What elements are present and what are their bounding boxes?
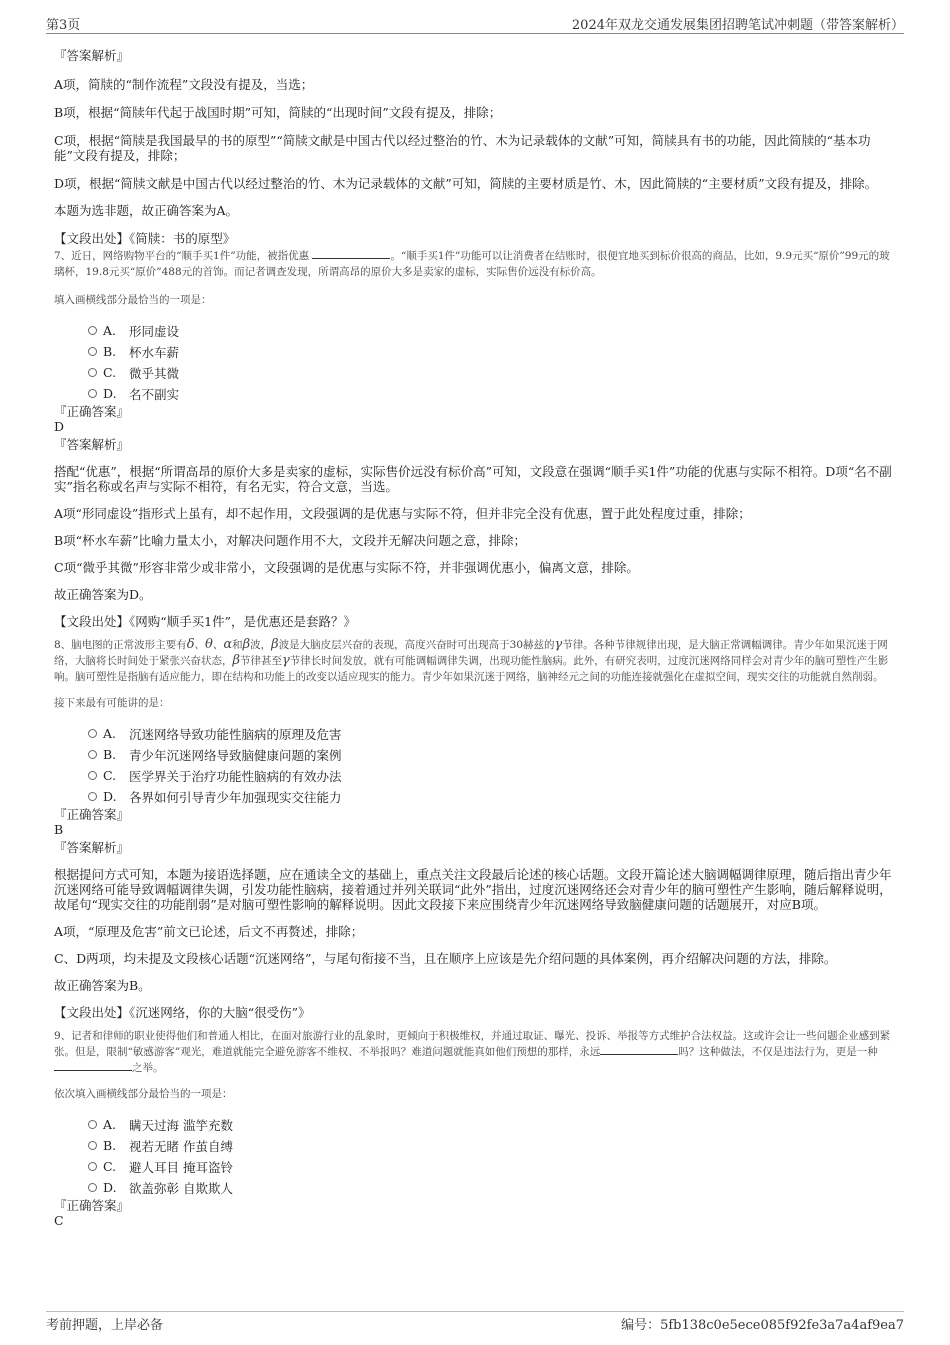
radio-icon[interactable]	[88, 347, 97, 356]
option-a[interactable]: A. 沉迷网络导致功能性脑病的原理及危害	[54, 723, 899, 744]
question-stem: 7、近日，网络购物平台的“顺手买1件”功能，被指优惠 。“顺手买1件”功能可以让消费者在结账时，很便宜地买到标价很高的商品，比如，9.9元买“原价”99元的玻璃杯，19.8元买“原价”488元的首饰。而记者调查发现，所谓高昂的原价大多是卖家的虚标，实际售价远没有标价高。	[54, 250, 890, 278]
option-c[interactable]: C. 医学界关于治疗功能性脑病的有效办法	[54, 765, 899, 786]
analysis-label: 『答案解析』	[54, 48, 130, 63]
radio-icon[interactable]	[88, 1141, 97, 1150]
analysis-paragraph: B项“杯水车薪”比喻力量太小，对解决问题作用不大，文段并无解决问题之意，排除；	[54, 533, 526, 548]
answer-label: 『正确答案』	[54, 1198, 130, 1213]
analysis-paragraph: 根据提问方式可知，本题为接语选择题，应在通读全文的基础上，重点关注文段最后论述的核心话题。文段开篇论述大脑调幅调律原理，随后指出青少年沉迷网络可能导致调幅调律失调，引发功能性脑病，接着通过并列关联词“此外”指出，过度沉迷网络还会对青少年的脑可塑性产生影响，随后解释说明，故尾句“现实交往的功能削弱”是对脑可塑性影响的解释说明。因此文段接下来应围绕青少年沉迷网络导致脑健康问题的话题展开，对应B项。	[54, 867, 892, 912]
analysis-label: 『答案解析』	[54, 437, 130, 452]
option-b[interactable]: B. 杯水车薪	[54, 341, 899, 362]
analysis-paragraph: D项，根据“简牍文献是中国古代以经过整治的竹、木为记录载体的文献”可知，简牍的主要材质是竹、木，因此简牍的“主要材质”文段有提及，排除。	[54, 176, 878, 191]
page-number: 第3页	[46, 18, 81, 33]
analysis-label: 『答案解析』	[54, 840, 130, 855]
correct-answer: C	[54, 1213, 64, 1228]
analysis-paragraph: C、D两项，均未提及文段核心话题“沉迷网络”，与尾句衔接不当，且在顺序上应该是先介绍问题的具体案例，再介绍解决问题的方法，排除。	[54, 951, 837, 966]
analysis-paragraph: A项，“原理及危害”前文已论述，后文不再赘述，排除；	[54, 924, 364, 939]
document-title: 2024年双龙交通发展集团招聘笔试冲刺题（带答案解析）	[571, 18, 904, 33]
analysis-paragraph: C项，根据“简牍是我国最早的书的原型”“简牍文献是中国古代以经过整治的竹、木为记录载体的文献”可知，简牍具有书的功能，因此简牍的“基本功能”文段有提及，排除；	[54, 133, 871, 163]
radio-icon[interactable]	[88, 1162, 97, 1171]
option-c[interactable]: C. 避人耳目 掩耳盗铃	[54, 1156, 899, 1177]
option-list	[54, 320, 899, 404]
radio-icon[interactable]	[88, 792, 97, 801]
page-header	[0, 0, 950, 34]
document-body	[54, 44, 899, 1228]
radio-icon[interactable]	[88, 771, 97, 780]
answer-label: 『正确答案』	[54, 807, 130, 822]
radio-icon[interactable]	[88, 729, 97, 738]
analysis-paragraph: A项，简牍的“制作流程”文段没有提及，当选；	[54, 77, 314, 92]
radio-icon[interactable]	[88, 389, 97, 398]
fill-blank	[54, 1060, 132, 1071]
radio-icon[interactable]	[88, 326, 97, 335]
radio-icon[interactable]	[88, 750, 97, 759]
source-citation: 【文段出处】《沉迷网络，你的大脑“很受伤”》	[54, 1005, 311, 1020]
source-citation: 【文段出处】《网购“顺手买1件”，是优惠还是套路？》	[54, 614, 356, 629]
option-d[interactable]: D. 各界如何引导青少年加强现实交往能力	[54, 786, 899, 807]
question-prompt: 填入画横线部分最恰当的一项是：	[54, 294, 212, 306]
option-a[interactable]: A. 形同虚设	[54, 320, 899, 341]
conclusion: 故正确答案为D。	[54, 587, 152, 602]
correct-answer: B	[54, 822, 64, 837]
radio-icon[interactable]	[88, 1183, 97, 1192]
option-d[interactable]: D. 名不副实	[54, 383, 899, 404]
header-divider	[46, 33, 904, 34]
option-d[interactable]: D. 欲盖弥彰 自欺欺人	[54, 1177, 899, 1198]
fill-blank	[600, 1044, 678, 1055]
footer-slogan: 考前押题，上岸必备	[46, 1318, 164, 1333]
analysis-paragraph: C项“微乎其微”形容非常少或非常小，文段强调的是优惠与实际不符，并非强调优惠小，偏离文意，排除。	[54, 560, 639, 575]
question-stem: 8、脑电图的正常波形主要有δ、θ、α和β波，β波是大脑皮层兴奋的表现，高度兴奋时可出现高于30赫兹的γ节律。各种节律规律出现，是大脑正常调幅调律。青少年如果沉迷于网络，大脑将长时间处于紧张兴奋状态，β节律甚至γ节律长时间发放，就有可能调幅调律失调，出现功能性脑病。此外，有研究表明，过度沉迷网络同样会对青少年的脑可塑性产生影响。脑可塑性是指脑有适应能力，即在结构和功能上的改变以适应现实的能力。青少年如果沉迷于网络，脑神经元之间的功能连接就强化在虚拟空间，现实交往的功能就自然削弱。	[54, 637, 889, 683]
analysis-paragraph: 搭配“优惠”，根据“所谓高昂的原价大多是卖家的虚标，实际售价远没有标价高”可知，文段意在强调“顺手买1件”功能的优惠与实际不相符。D项“名不副实”指名称或名声与实际不相符，有名无实，符合文意，当选。	[54, 464, 892, 494]
option-b[interactable]: B. 青少年沉迷网络导致脑健康问题的案例	[54, 744, 899, 765]
conclusion: 故正确答案为B。	[54, 978, 151, 993]
option-list	[54, 723, 899, 807]
option-b[interactable]: B. 视若无睹 作茧自缚	[54, 1135, 899, 1156]
option-list	[54, 1114, 899, 1198]
conclusion: 本题为选非题，故正确答案为A。	[54, 203, 239, 218]
analysis-paragraph: B项，根据“简牍年代起于战国时期”可知，简牍的“出现时间”文段有提及，排除；	[54, 105, 502, 120]
correct-answer: D	[54, 419, 65, 434]
radio-icon[interactable]	[88, 1120, 97, 1129]
question-prompt: 接下来最有可能讲的是：	[54, 697, 170, 709]
analysis-paragraph: A项“形同虚设”指形式上虽有，却不起作用，文段强调的是优惠与实际不符，但并非完全没有优惠，置于此处程度过重，排除；	[54, 506, 751, 521]
document-code: 编号：5fb138c0e5ece085f92fe3a7a4af9ea7	[621, 1318, 904, 1333]
option-a[interactable]: A. 瞒天过海 滥竽充数	[54, 1114, 899, 1135]
footer-divider	[46, 1311, 904, 1312]
question-prompt: 依次填入画横线部分最恰当的一项是：	[54, 1088, 233, 1100]
fill-blank	[312, 248, 390, 259]
answer-label: 『正确答案』	[54, 404, 130, 419]
option-c[interactable]: C. 微乎其微	[54, 362, 899, 383]
source-citation: 【文段出处】《简牍：书的原型》	[54, 231, 236, 246]
question-stem: 9、记者和律师的职业使得他们和普通人相比，在面对旅游行业的乱象时，更倾向于积极维权，并通过取证、曝光、投诉、举报等方式维护合法权益。这或许会让一些问题企业感到紧张。但是，限制“敏感游客”观光，难道就能完全避免游客不维权、不举报吗？难道问题就能真如他们预想的那样，永远 吗？这种做法，不仅是违法行为，更是一种之举。	[54, 1030, 891, 1074]
radio-icon[interactable]	[88, 368, 97, 377]
